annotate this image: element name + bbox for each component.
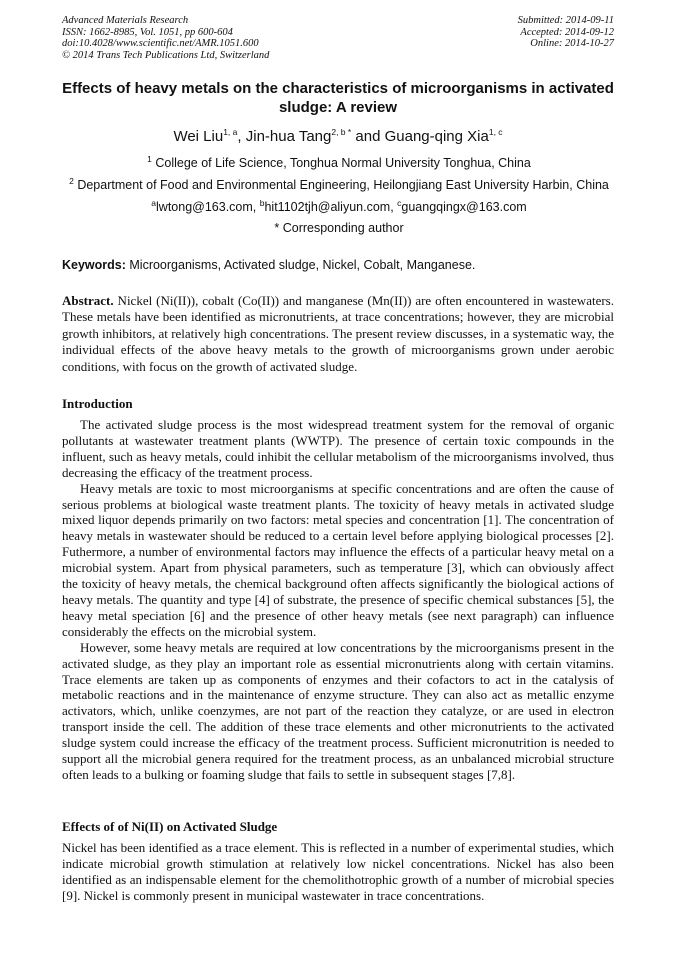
journal-doi: doi:10.4028/www.scientific.net/AMR.1051.600 xyxy=(62,38,259,50)
section-heading-nickel: Effects of of Ni(II) on Activated Sludge xyxy=(62,819,278,834)
author-name: Wei Liu xyxy=(173,128,224,145)
author-affiliation-mark: 2, b * xyxy=(331,127,352,137)
email-address: guangqingx@163.com xyxy=(401,200,527,214)
affiliation xyxy=(40,153,638,171)
paragraph: The activated sludge process is the most widespread treatment system for the removal of organic pollutants at wastewater treatment plants (WWTP). The presence of certain toxic compounds in the influent, such as heavy metals, could inhibit the cellular metabolism of the microorganisms involved, thus decreasing the efficacy of the treatment process. xyxy=(62,417,614,480)
affiliation-mark: 1 xyxy=(147,153,152,164)
nickel-section-body xyxy=(62,840,614,904)
email-mark: c xyxy=(397,197,402,208)
affiliation xyxy=(40,175,638,193)
journal-issn: ISSN: 1662-8985, Vol. 1051, pp 600-604 xyxy=(62,26,233,38)
author-affiliation-mark: 1, a xyxy=(223,127,238,137)
paragraph: However, some heavy metals are required at low concentrations by the microorganisms present in the activated sludge, as they play an important role as essential micronutrients along with certain vitamins. Trace elements are taken up as components of enzymes and their cofactors to act in the catalysis of metabolic reactions and in the maintenance of enzyme structure. They can also act as metallic enzyme activators, which, unlike coenzymes, are not part of the reaction they catalyze, or are used in electron transport inside the cell. The addition of these trace elements and other micronutrients to the activated sludge system could increase the efficacy of the treatment process. Sufficient micronutrition is needed to support all the microbial genera required for the treatment process, as an unbalanced microbial structure often leads to a bulking or foaming sludge that fails to settle in subsequent stages [7,8]. xyxy=(62,639,614,782)
corresponding-author-note: * Corresponding author xyxy=(274,221,404,235)
email-mark: a xyxy=(151,197,157,208)
paper-title: Effects of heavy metals on the characteristics of microorganisms in activated sludge: A review xyxy=(62,80,614,116)
keywords xyxy=(62,258,614,273)
author-emails xyxy=(40,197,638,215)
email-address: lwtong@163.com, xyxy=(156,200,260,214)
publication-dates xyxy=(518,15,614,50)
accepted-date: Accepted: 2014-09-12 xyxy=(520,26,614,38)
journal-copyright: © 2014 Trans Tech Publications Ltd, Switzerland xyxy=(62,49,270,61)
affiliation-text: College of Life Science, Tonghua Normal University Tonghua, China xyxy=(151,156,531,170)
author-affiliation-mark: 1, c xyxy=(488,127,503,137)
paragraph: Heavy metals are toxic to most microorganisms at specific concentrations and are often the cause of serious problems at biological waste treatment plants. The toxicity of heavy metals in activated sludge mixed liquor depends primarily on two factors: metal species and concentration [1]. The concentration of heavy metals in wastewater should be reduced to a certain level before applying biological processes [2]. Futhermore, a number of environmental factors may influence the effects of a particular heavy metal on a microbial system. Apart from physical parameters, such as temperature [3], which can obviously affect the toxicity of heavy metals, the chemical background often affects significantly the biological actions of heavy metals. The quantity and type [4] of substrate, the presence of specific chemical substances [5], the heavy metal speciation [6] and the presence of other heavy metals (see next paragraph) can influence considerably the effects on the microbial system. xyxy=(62,480,614,639)
author-separator: , xyxy=(237,128,246,145)
keywords-label: Keywords: xyxy=(62,258,126,272)
email-address: hit1102tjh@aliyun.com, xyxy=(264,200,398,214)
author-separator: and xyxy=(351,128,385,145)
abstract-label: Abstract. xyxy=(62,293,114,308)
section-heading-introduction: Introduction xyxy=(62,396,133,411)
author-name: Guang-qing Xia xyxy=(384,128,489,145)
keywords-text: Microorganisms, Activated sludge, Nickel, Cobalt, Manganese. xyxy=(125,258,476,272)
online-date: Online: 2014-10-27 xyxy=(530,38,614,50)
author-name: Jin-hua Tang xyxy=(245,128,332,145)
author-list xyxy=(62,128,614,146)
abstract xyxy=(62,293,614,375)
journal-name: Advanced Materials Research xyxy=(62,15,189,26)
affiliation-text: Department of Food and Environmental Engineering, Heilongjiang East University Harbin, China xyxy=(73,178,609,192)
introduction-body xyxy=(62,417,614,783)
journal-info xyxy=(62,15,269,61)
email-mark: b xyxy=(259,197,265,208)
abstract-text: Nickel (Ni(II)), cobalt (Co(II)) and manganese (Mn(II)) are often encountered in wastewaters. These metals have been identified as micronutrients, at trace concentrations; however, they are microbial growth inhibitors, at relatively high concentrations. The present review discusses, in a systematic way, the individual effects of the above heavy metals to the growth of microorganisms grown under aerobic conditions, with focus on the growth of activated sludge. xyxy=(62,293,614,374)
submitted-date: Submitted: 2014-09-11 xyxy=(517,15,614,26)
affiliation-mark: 2 xyxy=(69,175,74,186)
paragraph: Nickel has been identified as a trace element. This is reflected in a number of experimental studies, which indicate microbial growth stimulation at relatively low nickel concentrations. Nickel has also been identified as an indispensable element for the chemolithotrophic growth of a number of microbial species [9]. Nickel is commonly present in municipal wastewater in trace concentrations. xyxy=(62,840,614,903)
